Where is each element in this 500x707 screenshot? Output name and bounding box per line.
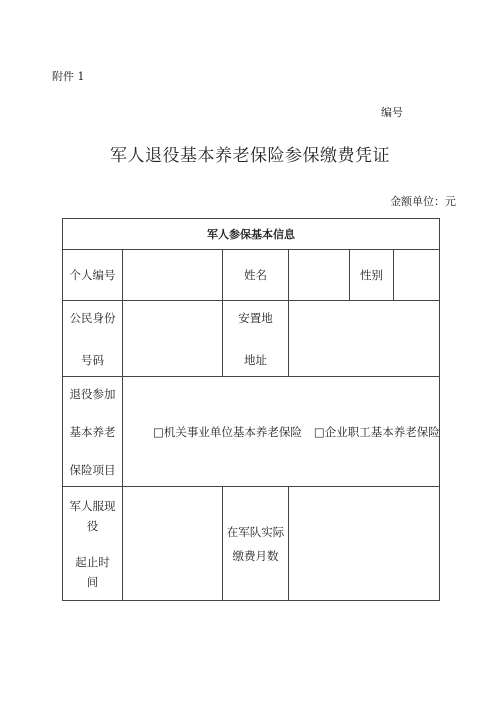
contribution-months-label <box>223 487 289 601</box>
settlement-address-label <box>223 301 289 377</box>
personal-id-field[interactable] <box>123 250 223 301</box>
name-field[interactable] <box>289 250 350 301</box>
citizen-id-label-line1: 公民身份 <box>69 310 116 325</box>
settlement-address-label-line1: 安置地 <box>238 310 273 325</box>
insurance-project-label <box>63 377 123 487</box>
contribution-months-label-line1: 在军队实际 <box>226 524 285 539</box>
service-period-label-line4: 间 <box>86 574 99 589</box>
insurance-options <box>123 377 440 487</box>
insurance-project-label-line2: 基本养老 <box>69 424 116 439</box>
settlement-address-label-line2: 地址 <box>244 352 267 367</box>
option-institution-pension-checkbox[interactable]: □机关事业单位基本养老保险 <box>153 424 302 439</box>
name-label: 姓名 <box>223 250 289 301</box>
service-period-label-line1: 军人服现 <box>69 498 116 513</box>
insurance-form-table <box>62 218 440 601</box>
serial-number-label: 编号 <box>381 106 403 119</box>
section-header: 军人参保基本信息 <box>63 219 440 250</box>
gender-label: 性别 <box>350 250 394 301</box>
contribution-months-label-line2: 缴费月数 <box>232 548 279 563</box>
currency-unit-label: 金额单位：元 <box>390 195 456 208</box>
service-period-label <box>63 487 123 601</box>
contribution-months-field[interactable] <box>289 487 440 601</box>
insurance-project-label-line3: 保险项目 <box>69 462 116 477</box>
service-period-field[interactable] <box>123 487 223 601</box>
option-enterprise-pension-checkbox[interactable]: □企业职工基本养老保险 <box>313 424 440 439</box>
personal-id-label: 个人编号 <box>63 250 123 301</box>
service-period-label-line2: 役 <box>86 518 99 533</box>
attachment-label: 附件 1 <box>52 70 85 83</box>
citizen-id-label-line2: 号码 <box>81 352 104 367</box>
settlement-address-field[interactable] <box>289 301 440 377</box>
gender-field[interactable] <box>394 250 440 301</box>
service-period-label-line3: 起止时 <box>75 554 110 569</box>
insurance-project-label-line1: 退役参加 <box>69 386 116 401</box>
citizen-id-label <box>63 301 123 377</box>
document-title: 军人退役基本养老保险参保缴费凭证 <box>110 146 390 166</box>
citizen-id-field[interactable] <box>123 301 223 377</box>
